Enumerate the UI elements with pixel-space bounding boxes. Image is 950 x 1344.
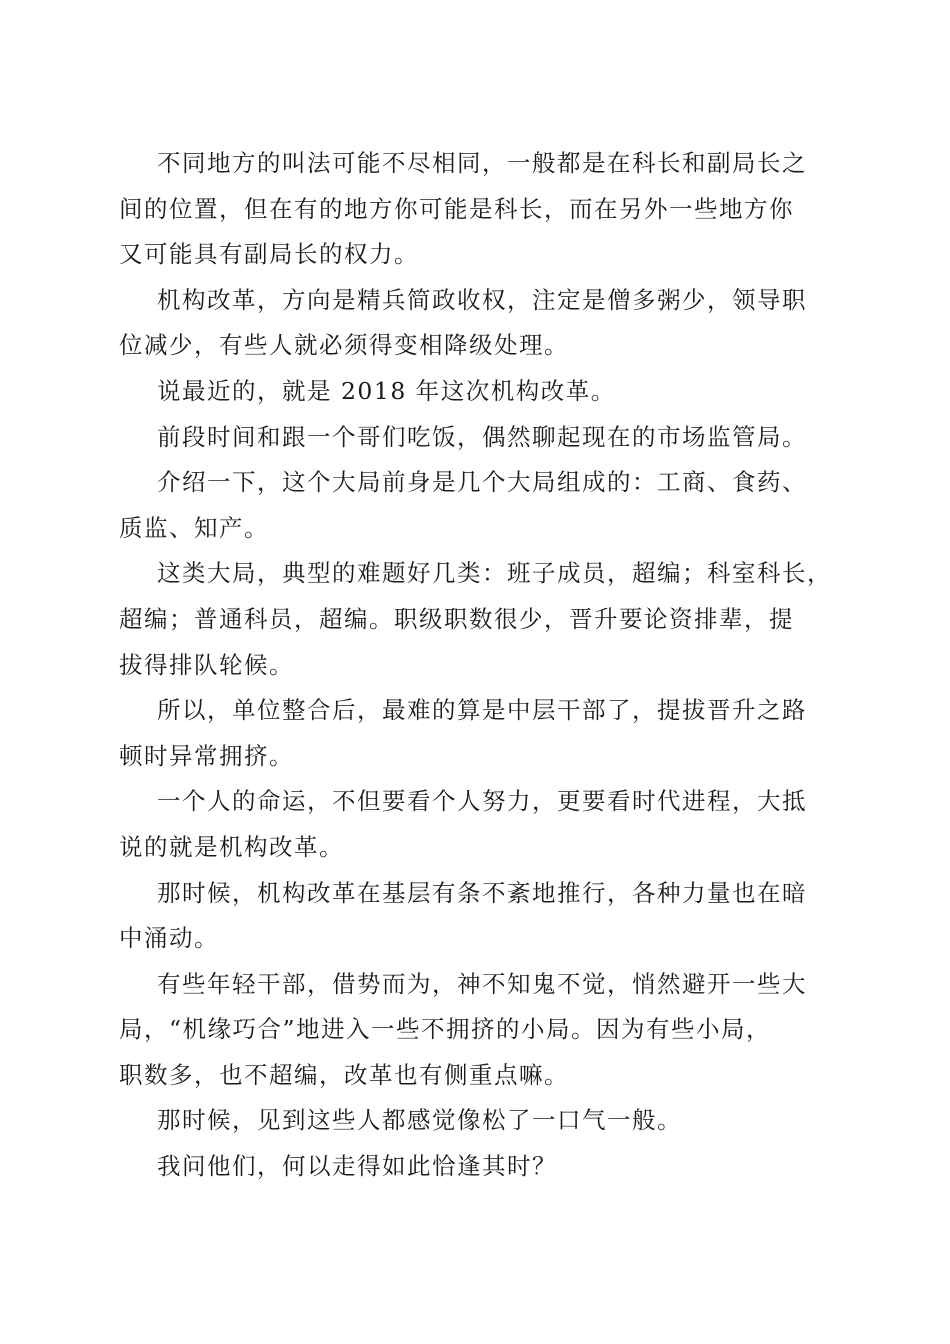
text-line: 间的位置，但在有的地方你可能是科长，而在另外一些地方你 <box>119 194 794 223</box>
text-line: 位减少，有些人就必须得变相降级处理。 <box>119 331 569 360</box>
text-line: 机构改革，方向是精兵简政收权，注定是僧多粥少，领导职 <box>157 285 807 314</box>
text-line: 有些年轻干部，借势而为，神不知鬼不觉，悄然避开一些大 <box>157 969 807 998</box>
text-line: 拔得排队轮候。 <box>119 650 294 679</box>
paragraph <box>119 871 831 962</box>
paragraph <box>119 278 831 369</box>
text-line: 这类大局，典型的难题好几类：班子成员，超编；科室科长， <box>157 559 832 588</box>
text-line: 中涌动。 <box>119 924 219 953</box>
text-line: 那时候，机构改革在基层有条不紊地推行，各种力量也在暗 <box>157 878 807 907</box>
paragraph <box>119 369 831 415</box>
text-line: 又可能具有副局长的权力。 <box>119 240 419 269</box>
text-line: 一个人的命运，不但要看个人努力，更要看时代进程，大抵 <box>157 787 807 816</box>
text-line: 前段时间和跟一个哥们吃饭，偶然聊起现在的市场监管局。 <box>157 422 807 451</box>
text-line: 超编；普通科员，超编。职级职数很少，晋升要论资排辈，提 <box>119 604 794 633</box>
text-line: 不同地方的叫法可能不尽相同，一般都是在科长和副局长之 <box>157 149 807 177</box>
text-line: 职数多，也不超编，改革也有侧重点嘛。 <box>119 1060 569 1089</box>
document-body <box>119 141 831 1190</box>
paragraph <box>119 460 831 551</box>
paragraph <box>119 1098 831 1144</box>
text-line: 那时候，见到这些人都感觉像松了一口气一般。 <box>157 1106 682 1135</box>
paragraph <box>119 962 831 1099</box>
text-line: 介绍一下，这个大局前身是几个大局组成的：工商、食药、 <box>157 468 807 497</box>
paragraph <box>119 551 831 688</box>
text-line: 局，“机缘巧合”地进入一些不拥挤的小局。因为有些小局， <box>119 1015 772 1044</box>
text-line: 质监、知产。 <box>119 513 269 542</box>
paragraph <box>119 141 831 278</box>
paragraph <box>119 1144 831 1190</box>
text-line: 说的就是机构改革。 <box>119 832 344 861</box>
paragraph <box>119 779 831 870</box>
text-line: 顿时异常拥挤。 <box>119 741 294 770</box>
text-line: 说最近的，就是 2018 年这次机构改革。 <box>157 376 616 405</box>
text-line: 所以，单位整合后，最难的算是中层干部了，提拔晋升之路 <box>157 696 807 725</box>
paragraph <box>119 688 831 779</box>
paragraph <box>119 415 831 461</box>
text-line: 我问他们，何以走得如此恰逢其时？ <box>157 1152 557 1181</box>
